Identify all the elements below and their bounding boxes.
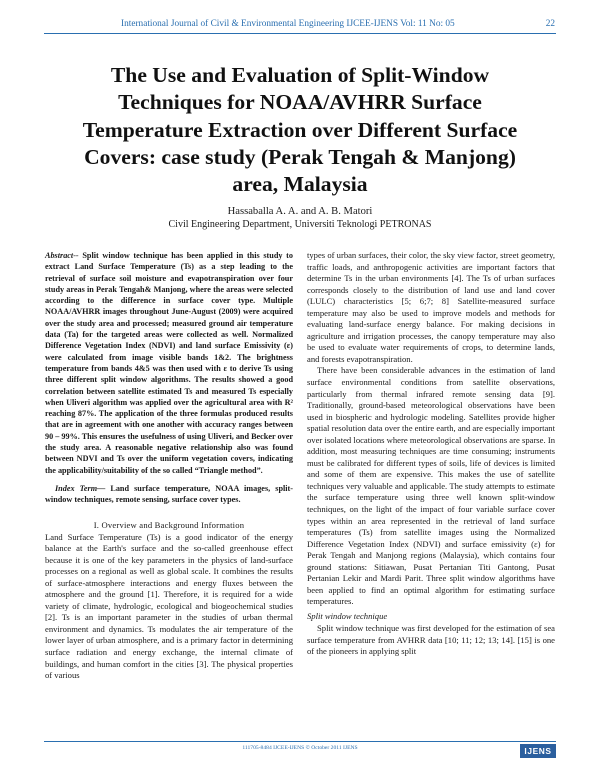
ijens-logo: IJENS bbox=[520, 744, 556, 758]
footer-rule bbox=[44, 741, 556, 742]
paper-affiliation: Civil Engineering Department, Universiti Teknologi PETRONAS bbox=[168, 219, 432, 230]
paper-title: The Use and Evaluation of Split-Window Techniques for NOAA/AVHRR Surface Temperature Extraction over Different Surface Covers: case study (Perak Tengah & Manjong) area, Malaysia bbox=[82, 63, 518, 197]
index-terms bbox=[45, 483, 293, 506]
right-column bbox=[307, 250, 555, 658]
header-rule bbox=[44, 33, 556, 34]
abstract bbox=[45, 250, 293, 476]
left-column bbox=[45, 250, 293, 682]
footer-text: 111705-8484 IJCEE-IJENS © October 2011 IJENS bbox=[242, 745, 358, 751]
body-paragraph-2: There have been considerable advances in the estimation of land surface environmental conditions from satellite observations, particularly from thermal infrared remote sensing data [9]. Traditionally, ground-based meteorological observations have been used in biospheric and hydrologic modeling. Satellites provide higher spatial resolution data over the entire earth, and are especially important over isolated locations where meteorological observations are sparse. In addition, most measuring techniques are time consuming; instruments must be calibrated for different types of soils, life of devices is limited and some of them are expensive. This makes the use of satellite techniques very valuable and applicable. The study attempts to estimate the surface temperature using three well known split-window techniques, on the light of the impact of four variable surface cover types within an area represented in the retrieval of land surface temperatures (Ts) from satellite images using the Normalized Difference Vegetation Index (NDVI) and surface emissivity (ε) for Perak Tengah and Manjong regions (Malaysia), which contains four ground stations: Sitiawan, Pusat Pertanian Titi Gantong, Pusat Pertanian Lekir and Mardi Parit. Three split window algorithms have been applied to find an optimal algorithm for estimating surface temperatures. bbox=[307, 365, 555, 607]
paper-authors: Hassaballa A. A. and A. B. Matori bbox=[227, 206, 373, 217]
subsection-heading: Split window technique bbox=[307, 610, 388, 621]
index-terms-lead: Index Term— bbox=[55, 483, 106, 493]
body-paragraph-1: Land Surface Temperature (Ts) is a good indicator of the energy balance at the Earth's surface and the so-called greenhouse effect because it is one of the key parameters in the physics of land-surface processes on a regional as well as global scale. It combines the results of surface-atmosphere interactions and energy fluxes between the atmosphere and the ground [1]. Therefore, it is required for a wide variety of climate, hydrologic, ecological and biogeochemical studies [2]. Ts is an important parameter in the studies of urban thermal environment and dynamics. Ts modulates the air temperature of the lower layer of urban atmosphere, and is a primary factor in determining surface radiation and energy exchange, the internal climate of buildings, and human comfort in the cities [3]. The physical properties of various bbox=[45, 531, 293, 681]
abstract-text: Split window technique has been applied in this study to extract Land Surface Temperature (Ts) as a step leading to the retrieval of surface soil moisture and evapotranspiration over four study areas in Perak Tengah& Manjong, where the areas were selected according to the difference in surface cover type. Multiple NOAA/AVHRR images throughout June-August (2009) were acquired over the study area and processed; measured ground air temperature data (Ta) for the targeted areas were collected as well. Normalized Difference Vegetation Index (NDVI) and land surface Emissivity (ε) were calculated from image visible bands 1&2. The brightness temperature from bands 4&5 was then used with ε to derive Ts using three different split window algorithms. The results showed a good correlation between satellite estimated Ts and measured Ts especially when Uliveri algorithm was applied over the agricultural area with R² reaching 87%. The application of the three formulas produced results that are in agreement with one another with accuracy ranges between 90 – 99%. This ensures the usefulness of using Uliveri, and Becker over the study area. A reasonable negative relationship also was found between NDVI and Ts over the uniform vegetation covers, indicating the applicability/suitability of the so called “Triangle method”. bbox=[45, 251, 293, 475]
section-heading: I. Overview and Background Information bbox=[93, 519, 245, 530]
body-paragraph-1-continued: types of urban surfaces, their color, the sky view factor, street geometry, traffic loads, and anthropogenic activities are important factors that determine Ts in the urban environments [4]. The Ts of urban surfaces corresponds closely to the distribution of land use and land cover (LULC) characteristics [5; 6;7; 8] Satellite-measured surface temperature may also be used to improve models and methods for evaluating land-surface energy balance. For making decisions in agriculture and irrigation processes, the canopy temperature may also be used to evaluate water requirements of crops, to determine lands, and forests evapotranspiration. bbox=[307, 250, 555, 364]
body-paragraph-3: Split window technique was first developed for the estimation of sea surface temperature from AVHRR data [10; 11; 12; 13; 14]. [15] is one of the pioneers in applying split bbox=[307, 622, 555, 657]
journal-name: International Journal of Civil & Environmental Engineering IJCEE-IJENS Vol: 11 No: 05 bbox=[121, 19, 455, 29]
abstract-lead: Abstract-- bbox=[45, 251, 79, 260]
page-number: 22 bbox=[545, 19, 555, 29]
index-terms-text: Land surface temperature, NOAA images, split-window techniques, remote sensing, surface cover types. bbox=[45, 483, 294, 505]
